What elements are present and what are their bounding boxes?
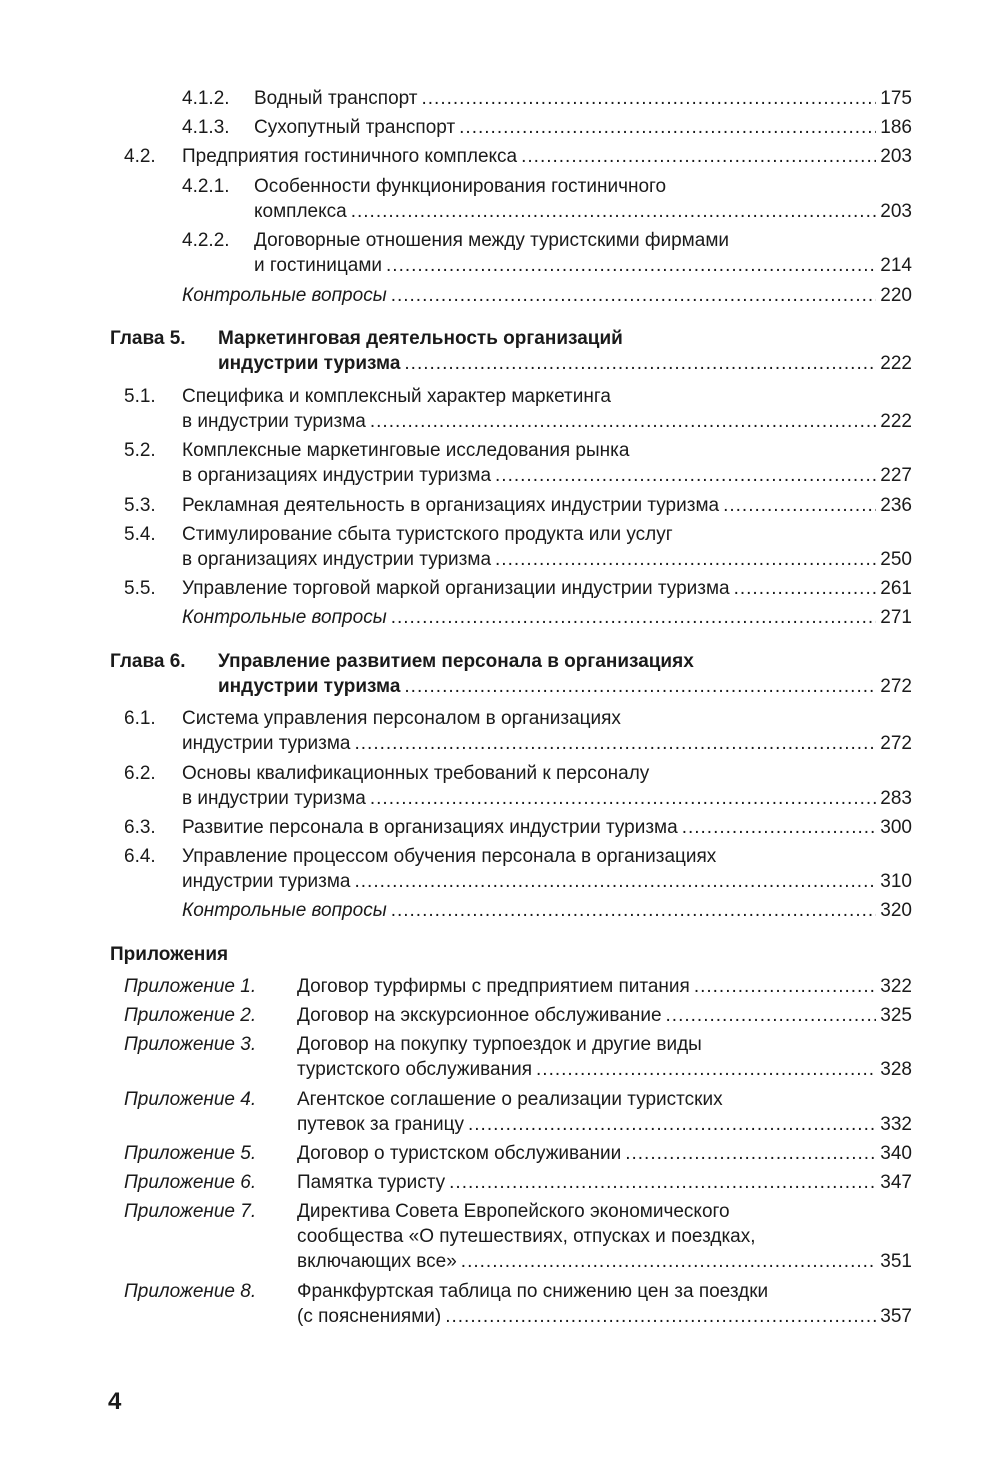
toc-title: Контрольные вопросы — [182, 285, 387, 306]
toc-page-number: 340 — [880, 1143, 912, 1164]
appendix-entry — [297, 1112, 912, 1138]
toc-page-number: 300 — [880, 817, 912, 838]
toc-entry — [182, 576, 912, 602]
dot-leader — [734, 576, 877, 602]
chapter-title-line — [218, 326, 912, 352]
toc-entry-line — [254, 228, 912, 254]
toc-entry — [254, 115, 912, 141]
chapter-title: индустрии туризма — [218, 353, 401, 374]
toc-number: 4.1.3. — [182, 117, 230, 138]
toc-title: в индустрии туризма — [182, 411, 366, 432]
dot-leader — [404, 674, 876, 700]
appendix-entry-line — [297, 1199, 912, 1225]
toc-title: Предприятия гостиничного комплекса — [182, 146, 518, 167]
toc-number: 6.1. — [124, 708, 156, 729]
appendix-title: сообщества «О путешествиях, отпусках и поездках, — [297, 1226, 756, 1247]
toc-title: Система управления персоналом в организациях — [182, 708, 621, 729]
toc-number: 5.5. — [124, 578, 156, 599]
toc-entry-line — [254, 174, 912, 200]
appendices-heading — [110, 942, 410, 968]
toc-entry — [182, 786, 912, 812]
toc-page-number: 214 — [880, 255, 912, 276]
dot-leader — [461, 1249, 877, 1275]
toc-entry — [254, 86, 912, 112]
toc-title: Контрольные вопросы — [182, 607, 387, 628]
toc-page-number: 310 — [880, 871, 912, 892]
toc-page-number: 236 — [880, 495, 912, 516]
chapter-number: Глава 5. — [110, 328, 186, 349]
appendix-number: Приложение 4. — [124, 1089, 257, 1110]
dot-leader — [445, 1304, 876, 1330]
appendix-entry — [297, 1003, 912, 1029]
toc-number: 5.2. — [124, 440, 156, 461]
appendix-title: (с пояснениями) — [297, 1306, 442, 1327]
chapter-entry — [218, 674, 912, 700]
dot-leader — [370, 409, 876, 435]
appendix-title: Агентское соглашение о реализации туристских — [297, 1089, 723, 1110]
dot-leader — [391, 283, 877, 309]
appendix-title: Договор о туристском обслуживании — [297, 1143, 622, 1164]
toc-entry — [182, 815, 912, 841]
toc-entry-line — [182, 438, 912, 464]
toc-title: Рекламная деятельность в организациях индустрии туризма — [182, 495, 720, 516]
toc-page-number: 222 — [880, 411, 912, 432]
appendix-entry — [297, 1141, 912, 1167]
toc-title: Комплексные маркетинговые исследования рынка — [182, 440, 630, 461]
toc-title: Основы квалификационных требований к персоналу — [182, 763, 650, 784]
toc-title: Водный транспорт — [254, 88, 418, 109]
toc-number: 6.4. — [124, 846, 156, 867]
appendix-entry-line — [297, 1087, 912, 1113]
appendix-title: Франкфуртская таблица по снижению цен за поездки — [297, 1281, 769, 1302]
toc-title: комплекса — [254, 201, 347, 222]
toc-entry-line — [182, 706, 912, 732]
toc-entry-line — [182, 384, 912, 410]
appendix-title: Директива Совета Европейского экономического — [297, 1201, 730, 1222]
chapter-title: индустрии туризма — [218, 676, 401, 697]
toc-entry — [182, 463, 912, 489]
toc-title: Контрольные вопросы — [182, 900, 387, 921]
toc-number: 6.2. — [124, 763, 156, 784]
dot-leader — [468, 1112, 876, 1138]
toc-page-number: 261 — [880, 578, 912, 599]
appendix-title: туристского обслуживания — [297, 1059, 533, 1080]
toc-title: в организациях индустрии туризма — [182, 549, 492, 570]
appendix-number: Приложение 8. — [124, 1281, 257, 1302]
appendix-title: включающих все» — [297, 1251, 457, 1272]
dot-leader — [449, 1170, 876, 1196]
dot-leader — [495, 463, 876, 489]
toc-title: Особенности функционирования гостиничного — [254, 176, 667, 197]
appendix-entry-line — [297, 1032, 912, 1058]
toc-page-number: 272 — [880, 676, 912, 697]
toc-number: 4.1.2. — [182, 88, 230, 109]
toc-number: 4.2. — [124, 146, 156, 167]
toc-number: 5.4. — [124, 524, 156, 545]
toc-number: 4.2.1. — [182, 176, 230, 197]
toc-title: Управление торговой маркой организации индустрии туризма — [182, 578, 730, 599]
chapter-title: Маркетинговая деятельность организаций — [218, 328, 623, 349]
dot-leader — [521, 144, 876, 170]
toc-page-number: 227 — [880, 465, 912, 486]
toc-entry-review-questions — [182, 283, 912, 309]
toc-entry-review-questions — [182, 898, 912, 924]
dot-leader — [694, 974, 876, 1000]
dot-leader — [459, 115, 876, 141]
dot-leader — [391, 898, 877, 924]
appendix-title: Договор на покупку турпоездок и другие виды — [297, 1034, 702, 1055]
toc-page-number: 220 — [880, 285, 912, 306]
appendix-entry — [297, 1057, 912, 1083]
toc-page-number: 322 — [880, 976, 912, 997]
toc-entry-line — [182, 844, 912, 870]
toc-page-number: 272 — [880, 733, 912, 754]
toc-entry — [254, 199, 912, 225]
toc-page-number: 175 — [880, 88, 912, 109]
appendix-title: Памятка туристу — [297, 1172, 446, 1193]
toc-entry — [182, 869, 912, 895]
toc-page-number: 203 — [880, 146, 912, 167]
toc-page-number: 222 — [880, 353, 912, 374]
chapter-title: Управление развитием персонала в организациях — [218, 651, 694, 672]
toc-number: 5.1. — [124, 386, 156, 407]
appendix-entry — [297, 1249, 912, 1275]
dot-leader — [351, 199, 877, 225]
appendix-number: Приложение 6. — [124, 1172, 257, 1193]
chapter-entry — [218, 351, 912, 377]
appendices-title: Приложения — [110, 944, 229, 965]
toc-title: Стимулирование сбыта туристского продукта или услуг — [182, 524, 673, 545]
appendix-entry-line — [297, 1279, 912, 1305]
toc-entry — [182, 144, 912, 170]
toc-page-number: 320 — [880, 900, 912, 921]
dot-leader — [354, 869, 876, 895]
dot-leader — [495, 547, 876, 573]
dot-leader — [370, 786, 876, 812]
toc-entry-line — [182, 761, 912, 787]
appendix-entry — [297, 974, 912, 1000]
appendix-number: Приложение 3. — [124, 1034, 257, 1055]
toc-page-number: 328 — [880, 1059, 912, 1080]
toc-entry — [182, 409, 912, 435]
appendix-title: Договор турфирмы с предприятием питания — [297, 976, 690, 997]
toc-entry — [182, 731, 912, 757]
toc-number: 4.2.2. — [182, 230, 230, 251]
dot-leader — [354, 731, 876, 757]
appendix-number: Приложение 5. — [124, 1143, 257, 1164]
dot-leader — [386, 253, 876, 279]
toc-page-number: 283 — [880, 788, 912, 809]
toc-number: 6.3. — [124, 817, 156, 838]
toc-page-number: 332 — [880, 1114, 912, 1135]
toc-page-number: 351 — [880, 1251, 912, 1272]
chapter-number: Глава 6. — [110, 651, 186, 672]
dot-leader — [625, 1141, 876, 1167]
page-folio: 4 — [108, 1388, 122, 1415]
toc-page-number: 203 — [880, 201, 912, 222]
toc-entry-line — [182, 522, 912, 548]
appendix-number: Приложение 1. — [124, 976, 257, 997]
toc-title: индустрии туризма — [182, 733, 351, 754]
toc-page-number: 357 — [880, 1306, 912, 1327]
appendix-number: Приложение 7. — [124, 1201, 257, 1222]
toc-entry — [182, 547, 912, 573]
appendix-entry-line — [297, 1224, 912, 1250]
dot-leader — [723, 493, 876, 519]
dot-leader — [422, 86, 877, 112]
dot-leader — [536, 1057, 876, 1083]
toc-entry-review-questions — [182, 605, 912, 631]
toc-page-number: 347 — [880, 1172, 912, 1193]
appendix-title: путевок за границу — [297, 1114, 464, 1135]
toc-title: в индустрии туризма — [182, 788, 366, 809]
dot-leader — [404, 351, 876, 377]
toc-title: индустрии туризма — [182, 871, 351, 892]
appendix-title: Договор на экскурсионное обслуживание — [297, 1005, 662, 1026]
toc-page-number: 186 — [880, 117, 912, 138]
toc-entry — [254, 253, 912, 279]
toc-title: Развитие персонала в организациях индустрии туризма — [182, 817, 678, 838]
chapter-title-line — [218, 649, 912, 675]
toc-number: 5.3. — [124, 495, 156, 516]
toc-page-number: 325 — [880, 1005, 912, 1026]
toc-page-number: 250 — [880, 549, 912, 570]
toc-title: Сухопутный транспорт — [254, 117, 456, 138]
appendix-number: Приложение 2. — [124, 1005, 257, 1026]
toc-title: Управление процессом обучения персонала в организациях — [182, 846, 717, 867]
toc-title: Договорные отношения между туристскими фирмами — [254, 230, 729, 251]
appendix-entry — [297, 1170, 912, 1196]
toc-title: Специфика и комплексный характер маркетинга — [182, 386, 611, 407]
dot-leader — [391, 605, 877, 631]
toc-title: и гостиницами — [254, 255, 383, 276]
toc-page-number: 271 — [880, 607, 912, 628]
dot-leader — [682, 815, 877, 841]
dot-leader — [666, 1003, 877, 1029]
toc-title: в организациях индустрии туризма — [182, 465, 492, 486]
toc-entry — [182, 493, 912, 519]
appendix-entry — [297, 1304, 912, 1330]
